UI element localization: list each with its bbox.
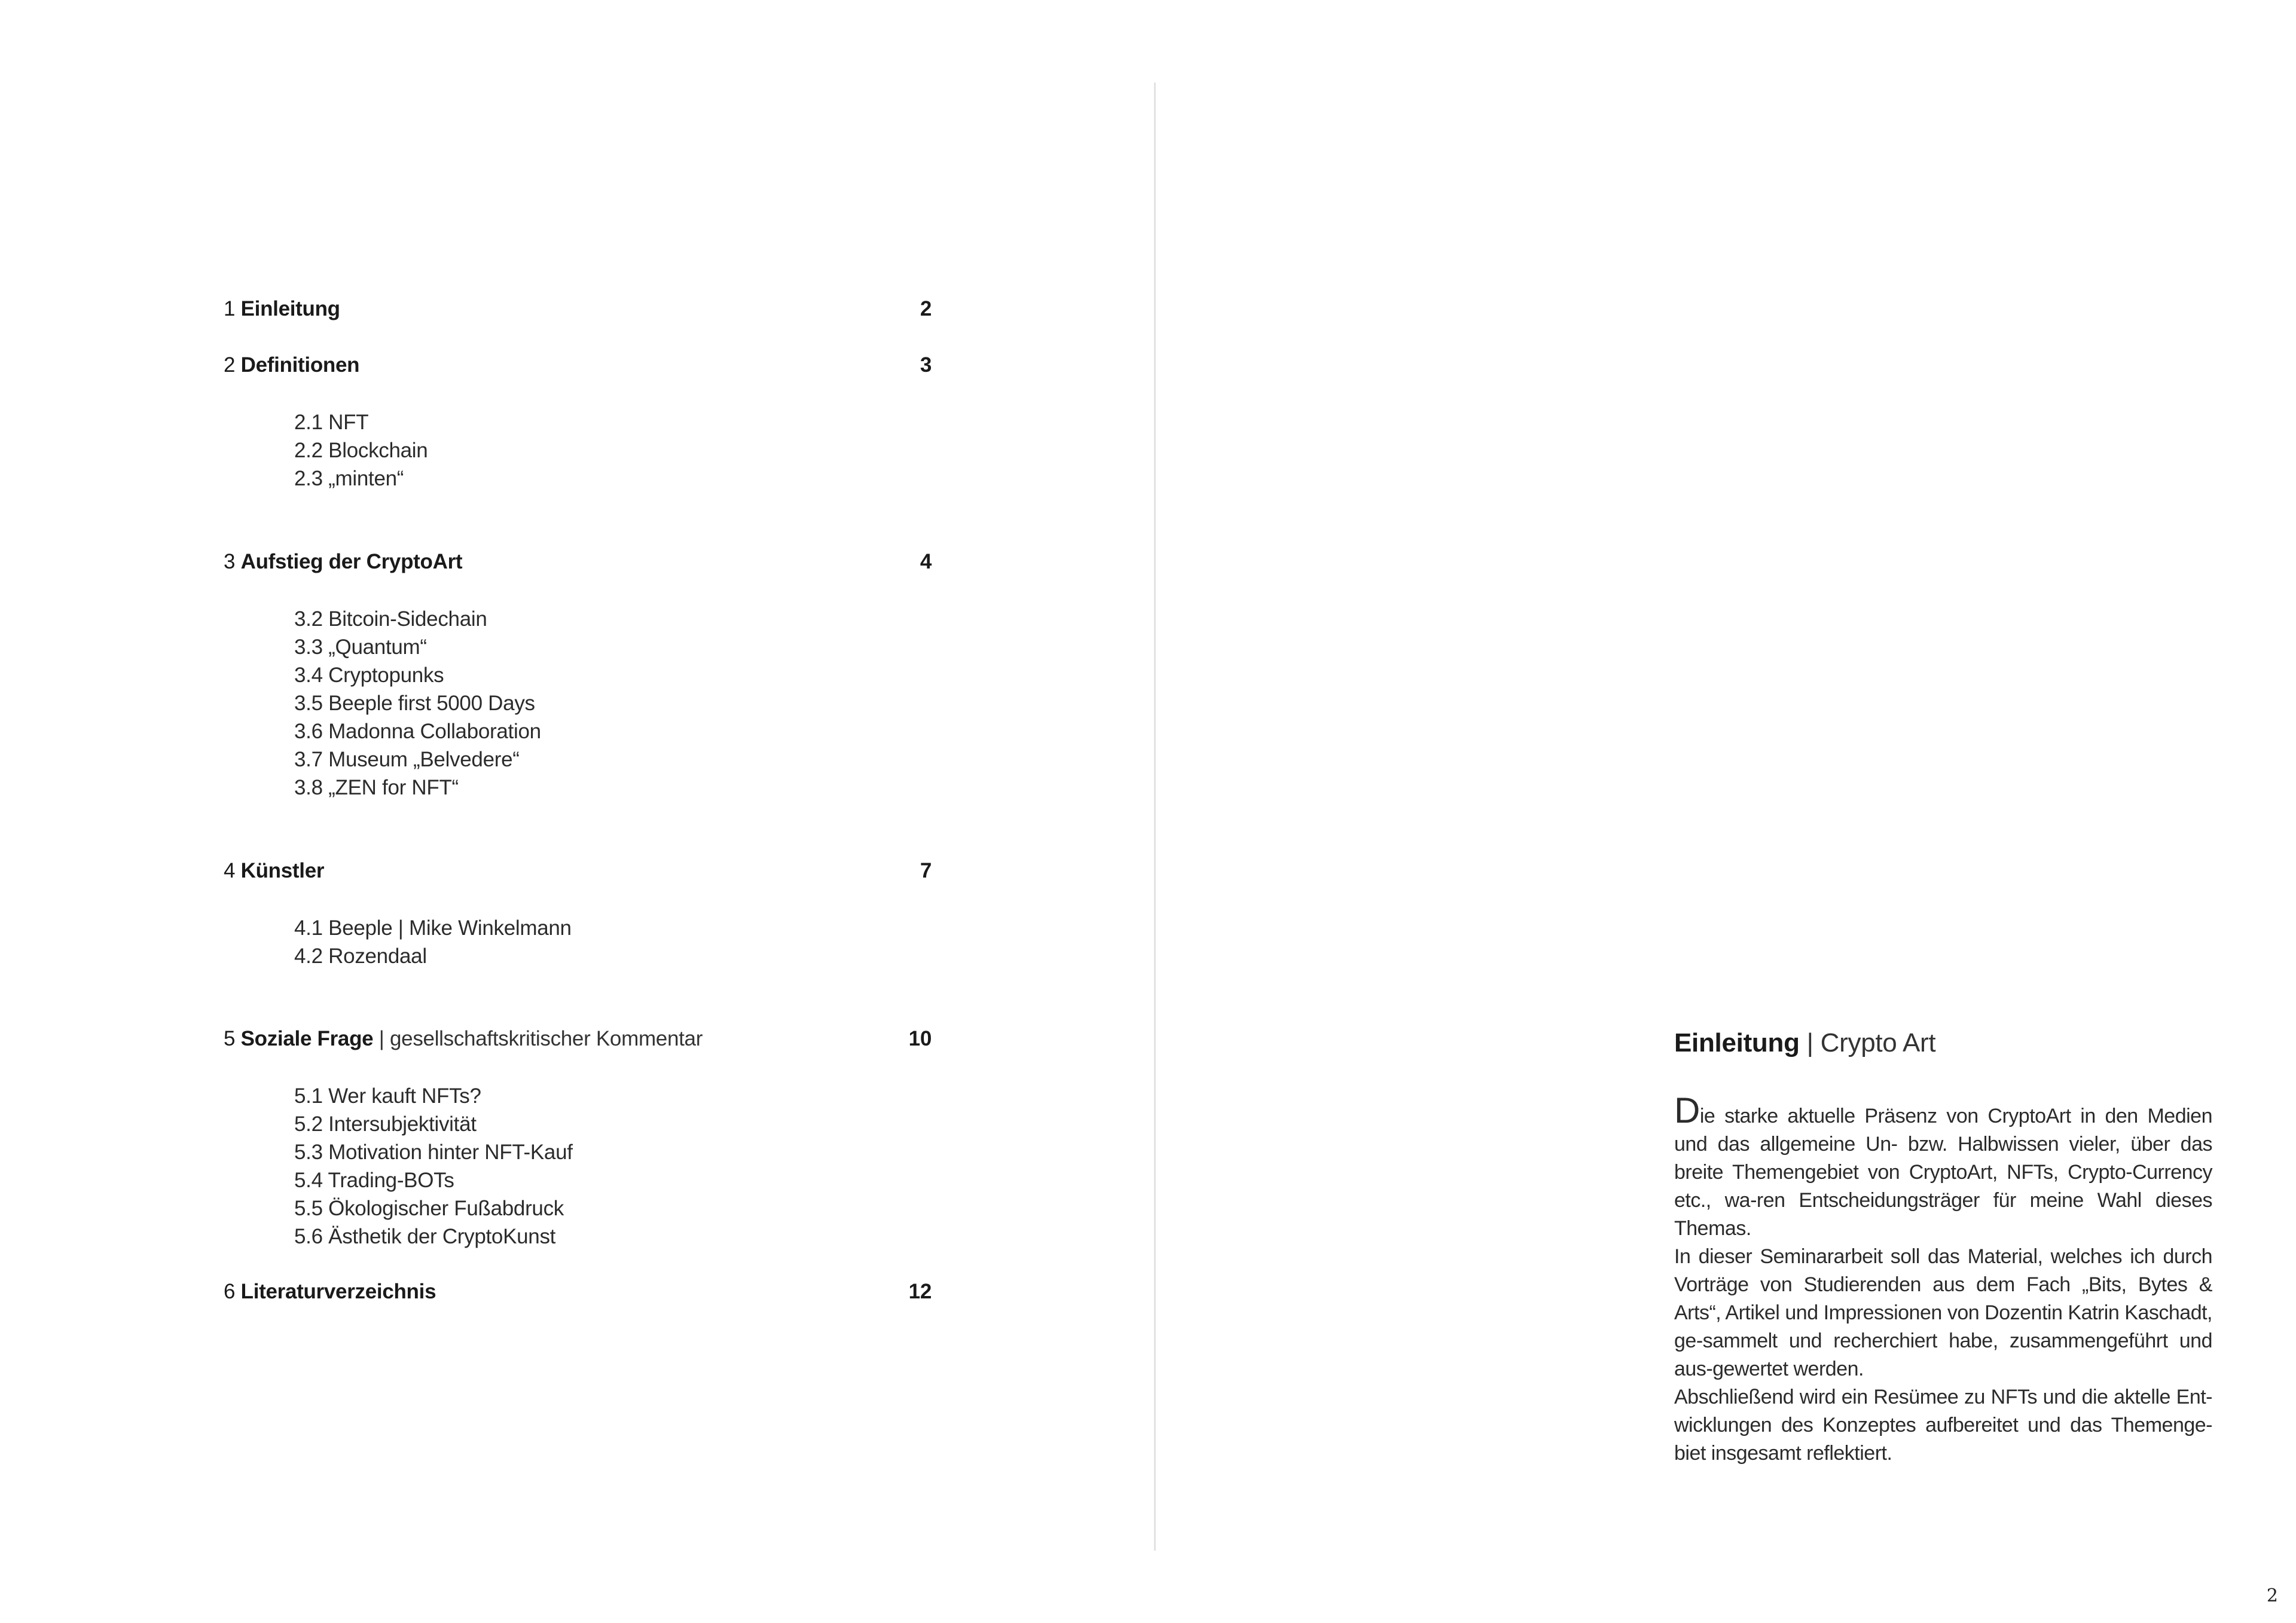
- intro-paragraph-text: ie starke aktuelle Präsenz von CryptoArt in den Medien und das allgemeine Un- bzw. Halbwissen vieler, über das breite Themengebiet von CryptoArt, NFTs, Crypto-Currency etc., wa-ren Entscheidungsträger für meine Wahl dieses Themas.: [1674, 1105, 2212, 1240]
- intro-body-text: [1674, 1090, 2212, 1468]
- toc-section-number: 1: [224, 297, 236, 320]
- toc-page-number: 4: [920, 550, 932, 573]
- toc-section-number: 2: [224, 353, 236, 377]
- toc-entry-einleitung[interactable]: [224, 296, 932, 322]
- intro-heading-separator: |: [1806, 1028, 1813, 1057]
- toc-entry-literaturverzeichnis[interactable]: [224, 1279, 932, 1305]
- intro-heading-subtitle: Crypto Art: [1820, 1028, 1936, 1057]
- toc-subsection[interactable]: 3.6 Madonna Collaboration: [294, 720, 541, 743]
- toc-subsection[interactable]: 2.3 „minten“: [294, 467, 404, 490]
- toc-page-number: 7: [920, 859, 932, 882]
- toc-page-number: 10: [908, 1027, 932, 1050]
- toc-subsection[interactable]: 3.3 „Quantum“: [294, 635, 427, 659]
- toc-section-number: 4: [224, 859, 236, 882]
- toc-page-number: 12: [908, 1280, 932, 1303]
- toc-subsection[interactable]: 5.5 Ökologischer Fußabdruck: [294, 1197, 564, 1220]
- toc-section-number: 6: [224, 1280, 236, 1303]
- toc-subsection[interactable]: 5.4 Trading-BOTs: [294, 1169, 454, 1192]
- toc-subsection[interactable]: 5.6 Ästhetik der CryptoKunst: [294, 1225, 556, 1248]
- toc-entry-soziale-frage[interactable]: [224, 1026, 932, 1052]
- toc-subsection[interactable]: 2.1 NFT: [294, 411, 369, 434]
- toc-page-number: 2: [920, 297, 932, 320]
- intro-paragraph: [1674, 1090, 2212, 1243]
- toc-subsection[interactable]: 5.3 Motivation hinter NFT-Kauf: [294, 1141, 573, 1164]
- intro-paragraph: Abschließend wird ein Resümee zu NFTs und die aktelle Ent-wicklungen des Konzeptes aufbereitet und das Themenge-biet insgesamt reflektiert.: [1674, 1386, 2212, 1465]
- drop-cap: D: [1674, 1090, 1700, 1130]
- toc-subsection[interactable]: 5.2 Intersubjektivität: [294, 1112, 477, 1136]
- toc-subsection-list: [294, 1082, 573, 1251]
- page-number: 2: [2266, 1585, 2278, 1606]
- toc-page-number: 3: [920, 353, 932, 377]
- toc-subsection[interactable]: 3.4 Cryptopunks: [294, 664, 444, 687]
- intro-heading: [1674, 1027, 1935, 1059]
- toc-section-number: 3: [224, 550, 236, 573]
- toc-section-subtitle: | gesellschaftskritischer Kommentar: [378, 1027, 703, 1050]
- toc-section-title: Soziale Frage: [240, 1027, 374, 1050]
- intro-paragraph: In dieser Seminararbeit soll das Material, welches ich durch Vorträge von Studierenden aus dem Fach „Bits, Bytes & Arts“, Artikel und Impressionen von Dozentin Katrin Kaschadt, ge-sammelt und recherchiert habe, zusammengeführt und aus-gewertet werden.: [1674, 1245, 2212, 1380]
- toc-entry-aufstieg[interactable]: [224, 549, 932, 575]
- intro-heading-title: Einleitung: [1674, 1028, 1800, 1057]
- toc-entry-kuenstler[interactable]: [224, 858, 932, 884]
- toc-section-title: Einleitung: [240, 297, 340, 320]
- toc-subsection[interactable]: 3.7 Museum „Belvedere“: [294, 748, 520, 771]
- toc-subsection[interactable]: 3.2 Bitcoin-Sidechain: [294, 607, 487, 631]
- toc-entry-definitionen[interactable]: [224, 352, 932, 378]
- page-gutter-divider: [1154, 82, 1156, 1551]
- toc-subsection[interactable]: 4.2 Rozendaal: [294, 945, 427, 968]
- toc-subsection-list: [294, 605, 541, 802]
- toc-subsection-list: [294, 914, 572, 970]
- toc-section-title: Künstler: [240, 859, 325, 882]
- toc-section-title: Literaturverzeichnis: [240, 1280, 436, 1303]
- toc-section-title: Aufstieg der CryptoArt: [240, 550, 463, 573]
- toc-subsection[interactable]: 3.8 „ZEN for NFT“: [294, 776, 459, 799]
- toc-subsection[interactable]: 3.5 Beeple first 5000 Days: [294, 692, 535, 715]
- toc-subsection-list: [294, 408, 428, 493]
- toc-subsection[interactable]: 5.1 Wer kauft NFTs?: [294, 1084, 481, 1108]
- toc-subsection[interactable]: 2.2 Blockchain: [294, 439, 428, 462]
- toc-section-title: Definitionen: [240, 353, 360, 377]
- toc-section-number: 5: [224, 1027, 236, 1050]
- toc-subsection[interactable]: 4.1 Beeple | Mike Winkelmann: [294, 916, 572, 940]
